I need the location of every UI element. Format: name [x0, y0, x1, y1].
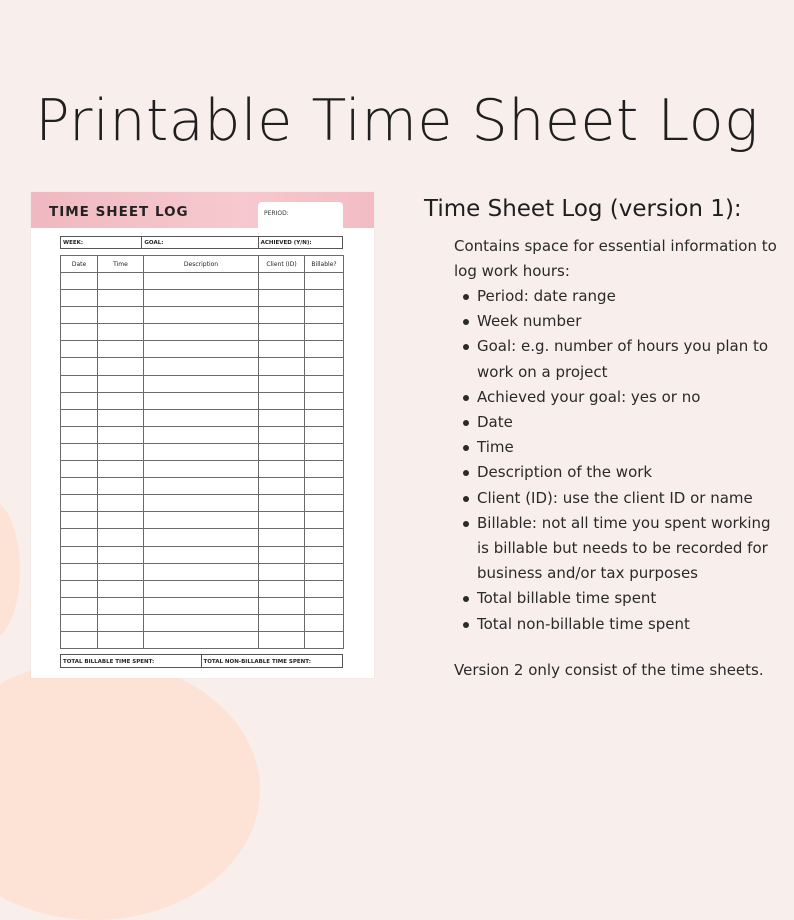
table-cell — [305, 597, 344, 614]
table-cell — [144, 563, 259, 580]
table-row — [61, 426, 344, 443]
table-cell — [98, 426, 144, 443]
column-header: Date — [61, 256, 98, 273]
table-cell — [144, 324, 259, 341]
table-cell — [259, 273, 305, 290]
table-cell — [61, 478, 98, 495]
table-cell — [259, 358, 305, 375]
table-cell — [305, 290, 344, 307]
table-cell — [98, 324, 144, 341]
table-row — [61, 512, 344, 529]
period-label: PERIOD: — [264, 210, 289, 217]
table-cell — [305, 426, 344, 443]
list-item: Description of the work — [454, 460, 784, 485]
column-header: Description — [144, 256, 259, 273]
table-cell — [61, 512, 98, 529]
table-cell — [144, 375, 259, 392]
table-row — [61, 290, 344, 307]
list-item: Goal: e.g. number of hours you plan to work on a project — [454, 334, 784, 384]
table-cell — [98, 563, 144, 580]
table-cell — [98, 614, 144, 631]
table-row — [61, 546, 344, 563]
table-cell — [61, 495, 98, 512]
table-row — [61, 307, 344, 324]
description-intro: Contains space for essential information to log work hours: — [454, 237, 777, 280]
table-cell — [259, 563, 305, 580]
table-cell — [61, 631, 98, 648]
table-cell — [305, 563, 344, 580]
table-cell — [61, 597, 98, 614]
table-cell — [144, 443, 259, 460]
column-header: Client (ID) — [259, 256, 305, 273]
goal-field: GOAL: — [142, 237, 258, 248]
table-cell — [61, 461, 98, 478]
table-cell — [61, 358, 98, 375]
table-row — [61, 580, 344, 597]
table-cell — [98, 495, 144, 512]
table-cell — [259, 409, 305, 426]
week-field: WEEK: — [61, 237, 142, 248]
decorative-blob-small — [0, 500, 20, 640]
description-footer: Version 2 only consist of the time sheets. — [454, 661, 764, 679]
table-cell — [144, 614, 259, 631]
table-cell — [259, 375, 305, 392]
table-cell — [144, 426, 259, 443]
table-cell — [144, 392, 259, 409]
table-cell — [305, 409, 344, 426]
table-cell — [98, 597, 144, 614]
table-cell — [144, 409, 259, 426]
table-cell — [61, 324, 98, 341]
table-cell — [61, 392, 98, 409]
table-row — [61, 597, 344, 614]
table-cell — [144, 290, 259, 307]
table-cell — [305, 273, 344, 290]
table-row — [61, 341, 344, 358]
table-cell — [305, 324, 344, 341]
column-header: Billable? — [305, 256, 344, 273]
table-cell — [98, 443, 144, 460]
info-row — [60, 236, 343, 249]
table-cell — [259, 461, 305, 478]
table-cell — [259, 426, 305, 443]
table-cell — [144, 273, 259, 290]
list-item: Date — [454, 410, 784, 435]
table-row — [61, 358, 344, 375]
table-cell — [144, 307, 259, 324]
sheet-title: TIME SHEET LOG — [49, 204, 189, 220]
list-item: Achieved your goal: yes or no — [454, 385, 784, 410]
table-cell — [98, 461, 144, 478]
table-cell — [61, 290, 98, 307]
table-cell — [61, 443, 98, 460]
table-cell — [61, 529, 98, 546]
table-cell — [61, 273, 98, 290]
table-row — [61, 461, 344, 478]
table-cell — [144, 597, 259, 614]
table-cell — [98, 341, 144, 358]
table-cell — [98, 273, 144, 290]
table-cell — [61, 580, 98, 597]
table-row — [61, 614, 344, 631]
achieved-field: ACHIEVED (Y/N): — [260, 240, 312, 246]
table-cell — [98, 409, 144, 426]
table-row — [61, 324, 344, 341]
time-log-table — [60, 255, 344, 649]
table-cell — [61, 614, 98, 631]
table-cell — [61, 307, 98, 324]
list-item: Time — [454, 435, 784, 460]
table-cell — [144, 478, 259, 495]
total-non-billable-field: TOTAL NON-BILLABLE TIME SPENT: — [203, 659, 311, 665]
table-cell — [144, 529, 259, 546]
sheet-header-band — [31, 192, 374, 228]
page-title: Printable Time Sheet Log — [35, 88, 759, 154]
table-cell — [144, 580, 259, 597]
table-cell — [259, 290, 305, 307]
table-row — [61, 631, 344, 648]
table-row — [61, 273, 344, 290]
table-cell — [259, 495, 305, 512]
table-row — [61, 375, 344, 392]
table-cell — [305, 546, 344, 563]
total-billable-field: TOTAL BILLABLE TIME SPENT: — [61, 655, 202, 667]
table-row — [61, 529, 344, 546]
table-cell — [98, 478, 144, 495]
list-item: Billable: not all time you spent working is billable but needs to be recorded for business and/or tax purposes — [454, 511, 784, 587]
table-cell — [61, 426, 98, 443]
table-row — [61, 495, 344, 512]
table-cell — [305, 375, 344, 392]
table-cell — [98, 546, 144, 563]
table-cell — [259, 529, 305, 546]
table-cell — [144, 495, 259, 512]
table-cell — [144, 631, 259, 648]
table-cell — [305, 461, 344, 478]
table-cell — [61, 341, 98, 358]
table-cell — [61, 563, 98, 580]
list-item: Week number — [454, 309, 784, 334]
table-cell — [259, 478, 305, 495]
table-cell — [259, 580, 305, 597]
table-cell — [305, 580, 344, 597]
table-cell — [305, 341, 344, 358]
period-field — [258, 202, 343, 228]
table-cell — [305, 614, 344, 631]
table-cell — [259, 443, 305, 460]
table-cell — [144, 341, 259, 358]
table-cell — [98, 529, 144, 546]
table-cell — [144, 461, 259, 478]
table-cell — [98, 580, 144, 597]
list-item: Period: date range — [454, 284, 784, 309]
table-cell — [61, 546, 98, 563]
table-cell — [259, 307, 305, 324]
table-cell — [259, 614, 305, 631]
table-cell — [98, 375, 144, 392]
table-cell — [144, 546, 259, 563]
list-item: Total non-billable time spent — [454, 612, 784, 637]
totals-row — [60, 654, 343, 668]
table-cell — [144, 512, 259, 529]
table-cell — [259, 324, 305, 341]
table-cell — [61, 409, 98, 426]
list-item: Client (ID): use the client ID or name — [454, 486, 784, 511]
table-cell — [259, 392, 305, 409]
table-cell — [98, 307, 144, 324]
table-cell — [98, 392, 144, 409]
table-row — [61, 443, 344, 460]
table-cell — [305, 529, 344, 546]
table-cell — [98, 512, 144, 529]
table-cell — [98, 290, 144, 307]
table-cell — [305, 358, 344, 375]
table-header-row — [61, 256, 344, 273]
table-cell — [305, 495, 344, 512]
table-cell — [305, 307, 344, 324]
table-cell — [305, 512, 344, 529]
column-header: Time — [98, 256, 144, 273]
table-cell — [259, 341, 305, 358]
table-cell — [98, 358, 144, 375]
table-row — [61, 563, 344, 580]
description-heading: Time Sheet Log (version 1): — [424, 196, 742, 222]
table-cell — [305, 443, 344, 460]
table-cell — [259, 546, 305, 563]
table-row — [61, 409, 344, 426]
table-cell — [259, 597, 305, 614]
table-cell — [259, 512, 305, 529]
table-row — [61, 478, 344, 495]
table-cell — [259, 631, 305, 648]
table-cell — [305, 478, 344, 495]
time-sheet-preview — [31, 192, 374, 678]
list-item: Total billable time spent — [454, 586, 784, 611]
table-cell — [61, 375, 98, 392]
table-row — [61, 392, 344, 409]
table-cell — [144, 358, 259, 375]
decorative-blob — [0, 660, 260, 920]
feature-list — [454, 284, 784, 637]
table-cell — [98, 631, 144, 648]
table-cell — [305, 392, 344, 409]
table-cell — [305, 631, 344, 648]
